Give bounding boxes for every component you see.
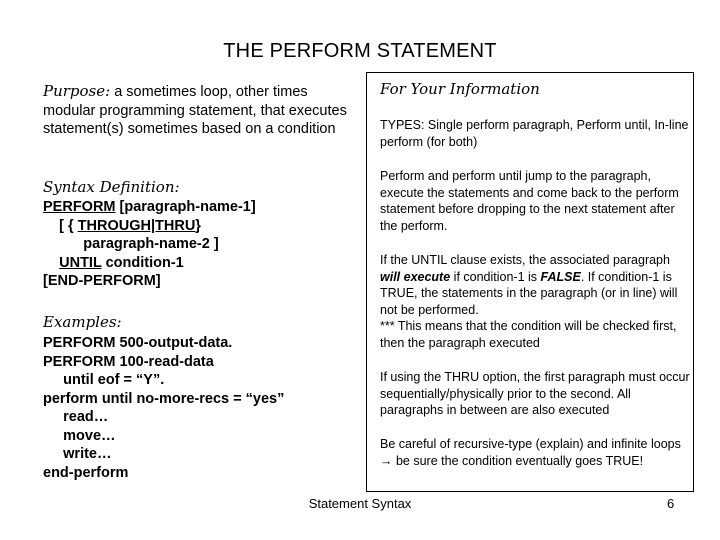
info-careful [380, 436, 692, 469]
info-emphasis: FALSE [540, 269, 581, 284]
syntax-indent [43, 255, 59, 271]
page-number: 6 [667, 496, 675, 511]
syntax-text: condition-1 [101, 254, 184, 271]
example-line: end-perform [43, 464, 129, 481]
syntax-line [43, 217, 256, 236]
syntax-line: [END-PERFORM] [43, 273, 161, 289]
syntax-text: } [195, 217, 201, 234]
info-text: If the UNTIL clause exists, the associated paragraph [380, 253, 670, 267]
syntax-text: [ { [43, 217, 78, 234]
purpose-label: Purpose: [43, 82, 111, 100]
info-thru: If using the THRU option, the first paragraph must occur sequentially/physically prior to the second. All paragraphs in between are also executed [380, 370, 690, 417]
examples-code [43, 334, 284, 482]
example-line: perform until no-more-recs = “yes” [43, 390, 285, 407]
example-line: until eof = “Y”. [43, 372, 165, 388]
syntax-keyword: PERFORM [43, 199, 116, 215]
info-heading: For Your Information [380, 80, 540, 98]
purpose-text: a sometimes loop, other times modular programming statement, that executes statement(s) sometimes based on a condition [43, 84, 347, 137]
syntax-line [43, 198, 256, 217]
syntax-line [43, 254, 256, 273]
arrow-right-icon: → [380, 453, 393, 468]
info-until [380, 252, 692, 351]
info-emphasis: will execute [380, 269, 451, 284]
page-title: THE PERFORM STATEMENT [223, 40, 497, 62]
info-text: be sure the condition eventually goes TRUE! [392, 453, 644, 468]
purpose-paragraph [43, 82, 348, 139]
example-line: write… [43, 446, 112, 462]
syntax-definition [43, 198, 256, 291]
footer-label: Statement Syntax [308, 496, 412, 511]
syntax-heading: Syntax Definition: [43, 178, 180, 196]
syntax-line: paragraph-name-2 ] [43, 236, 219, 252]
info-text: Be careful of recursive-type (explain) and infinite loops [380, 437, 681, 451]
info-types: TYPES: Single perform paragraph, Perform until, In-line perform (for both) [380, 118, 689, 149]
syntax-keyword: UNTIL [59, 254, 102, 271]
info-jump: Perform and perform until jump to the paragraph, execute the statements and come back to the perform statement before dropping to the next statement after the perform. [380, 169, 679, 233]
info-note: *** This means that the condition will be checked first, then the paragraph executed [380, 319, 677, 350]
example-line: read… [43, 409, 109, 425]
example-line: PERFORM 500-output-data. [43, 335, 233, 351]
info-text: . If condition-1 is TRUE, the statements in the paragraph (or in line) will not be performed. [380, 269, 678, 317]
examples-heading: Examples: [43, 313, 122, 331]
syntax-text: [paragraph-name-1] [115, 199, 256, 215]
syntax-keyword: THROUGH|THRU [77, 217, 196, 234]
example-line: move… [43, 427, 116, 444]
example-line: PERFORM 100-read-data [43, 353, 214, 370]
info-text: if condition-1 is [450, 269, 541, 284]
